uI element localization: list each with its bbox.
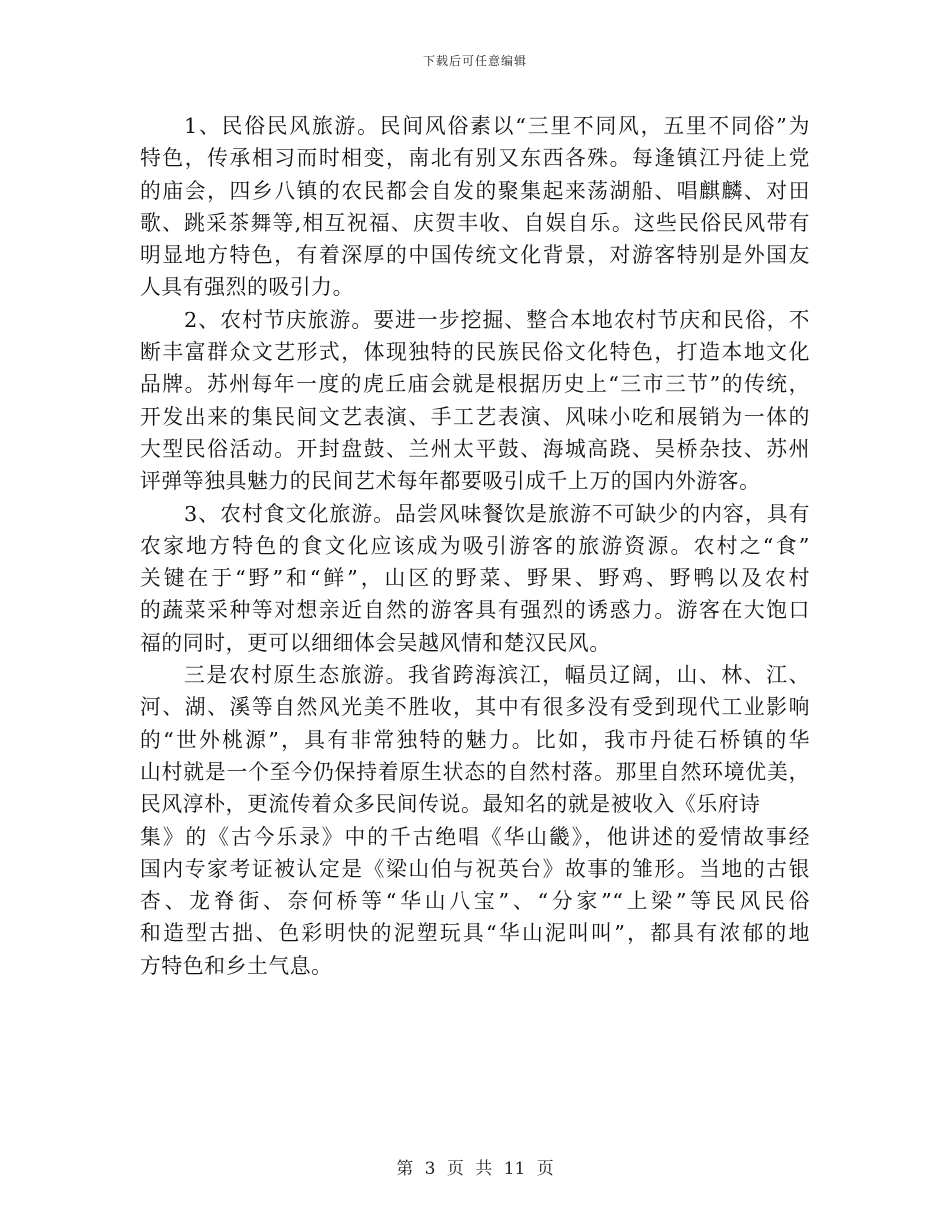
paragraph-line: 3、农村食文化旅游。品尝风味餐饮是旅游不可缺少的内容，具有 — [184, 501, 810, 526]
page-number-footer: 第 3 页 共 11 页 — [396, 1159, 554, 1179]
paragraph-line: 农家地方特色的食文化应该成为吸引游客的旅游资源。农村之“食” — [140, 533, 810, 558]
paragraph-festival-tourism — [140, 304, 810, 498]
paragraph-line: 民风淳朴，更流传着众多民间传说。最知名的就是被收入《乐府诗 — [140, 792, 761, 817]
paragraph-line: 河、湖、溪等自然风光美不胜收，其中有很多没有受到现代工业影响 — [140, 695, 810, 720]
paragraph-line: 集》的《古今乐录》中的千古绝唱《华山畿》，他讲述的爱情故事经 — [140, 824, 810, 849]
paragraph-folk-customs — [140, 110, 810, 304]
paragraph-line: 人具有强烈的吸引力。 — [140, 275, 354, 300]
paragraph-line: 杏、龙脊街、奈何桥等“华山八宝”、“分家”“上梁”等民风民俗 — [140, 889, 810, 914]
paragraph-line: 评弹等独具魅力的民间艺术每年都要吸引成千上万的国内外游客。 — [140, 469, 761, 494]
paragraph-line: 品牌。苏州每年一度的虎丘庙会就是根据历史上“三市三节”的传统， — [140, 372, 810, 397]
paragraph-line: 的蔬菜采种等对想亲近自然的游客具有强烈的诱惑力。游客在大饱口 — [140, 598, 810, 623]
document-body — [140, 110, 810, 982]
paragraph-line: 歌、跳采茶舞等,相互祝福、庆贺丰收、自娱自乐。这些民俗民风带有 — [140, 210, 810, 235]
paragraph-line: 国内专家考证被认定是《梁山伯与祝英台》故事的雏形。当地的古银 — [140, 856, 810, 881]
paragraph-line: 山村就是一个至今仍保持着原生状态的自然村落。那里自然环境优美， — [140, 759, 810, 784]
paragraph-line: 的庙会，四乡八镇的农民都会自发的聚集起来荡湖船、唱麒麟、对田 — [140, 178, 810, 203]
paragraph-line: 特色，传承相习而时相变，南北有别又东西各殊。每逢镇江丹徒上党 — [140, 146, 810, 171]
paragraph-line: 关键在于“野”和“鲜”，山区的野菜、野果、野鸡、野鸭以及农村 — [140, 566, 810, 591]
paragraph-line: 1、民俗民风旅游。民间风俗素以“三里不同风，五里不同俗”为 — [184, 114, 810, 138]
paragraph-line: 大型民俗活动。开封盘鼓、兰州太平鼓、海城高跷、吴桥杂技、苏州 — [140, 436, 810, 461]
paragraph-line: 开发出来的集民间文艺表演、手工艺表演、风味小吃和展销为一体的 — [140, 404, 810, 429]
paragraph-line: 2、农村节庆旅游。要进一步挖掘、整合本地农村节庆和民俗，不 — [184, 307, 810, 332]
paragraph-line: 的“世外桃源”，具有非常独特的魅力。比如，我市丹徒石桥镇的华 — [140, 727, 810, 752]
paragraph-line: 和造型古拙、色彩明快的泥塑玩具“华山泥叫叫”，都具有浓郁的地 — [140, 921, 810, 946]
paragraph-line: 明显地方特色，有着深厚的中国传统文化背景，对游客特别是外国友 — [140, 243, 810, 268]
paragraph-line: 三是农村原生态旅游。我省跨海滨江，幅员辽阔，山、林、江、 — [184, 663, 810, 688]
paragraph-eco-tourism — [140, 659, 810, 982]
page-header: 下载后可任意编辑 — [422, 54, 527, 68]
paragraph-line: 福的同时，更可以细细体会吴越风情和楚汉民风。 — [140, 630, 611, 655]
paragraph-line: 断丰富群众文艺形式，体现独特的民族民俗文化特色，打造本地文化 — [140, 340, 810, 365]
paragraph-food-culture — [140, 498, 810, 659]
paragraph-line: 方特色和乡土气息。 — [140, 953, 333, 978]
